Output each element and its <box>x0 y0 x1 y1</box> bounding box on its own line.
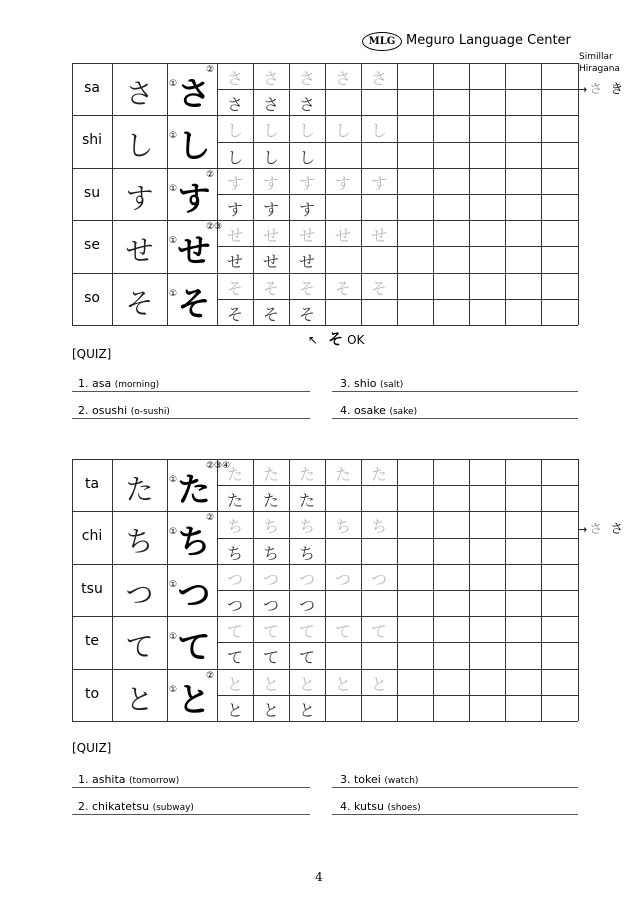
practice-cell[interactable] <box>469 299 505 325</box>
answer-line[interactable] <box>72 418 310 419</box>
quiz-item <box>340 404 417 417</box>
practice-cell[interactable] <box>325 194 361 220</box>
quiz-gloss: (shoes) <box>387 803 421 813</box>
stroke-order-number: ① <box>169 183 178 194</box>
trace-kana: と <box>370 674 387 694</box>
quiz-word: 3. shio <box>340 377 377 390</box>
similar-hiragana-label <box>579 51 620 75</box>
stroke-order-number: ② <box>206 513 215 524</box>
practice-cell[interactable] <box>361 142 397 168</box>
trace-kana: し <box>226 121 243 141</box>
trace-kana: さ <box>226 69 243 88</box>
trace-kana: す <box>226 173 243 193</box>
quiz-gloss: (salt) <box>379 380 404 390</box>
written-kana: と <box>298 700 315 720</box>
so-variant-note <box>308 328 364 349</box>
stroke-order-number: ④ <box>222 461 231 471</box>
similar-row-sa <box>578 78 623 97</box>
trace-kana: と <box>334 674 351 694</box>
practice-cell[interactable] <box>325 695 361 721</box>
practice-cell[interactable] <box>397 142 433 168</box>
stroke-order-number: ③ <box>214 222 223 233</box>
stroke-order-number: ② <box>206 65 215 75</box>
practice-cell[interactable] <box>541 142 577 168</box>
practice-cell[interactable] <box>505 246 541 272</box>
practice-cell[interactable] <box>361 538 397 564</box>
trace-kana: た <box>334 465 351 484</box>
written-kana: せ <box>262 252 279 272</box>
trace-kana: ち <box>226 517 243 537</box>
stroke-order-number: ② <box>206 169 215 180</box>
trace-kana: す <box>370 173 387 193</box>
romaji-label: sa <box>84 80 100 96</box>
practice-cell[interactable] <box>361 695 397 721</box>
practice-cell[interactable] <box>433 89 469 115</box>
trace-kana: せ <box>298 226 315 246</box>
practice-cell[interactable] <box>325 142 361 168</box>
written-kana: そ <box>262 304 279 324</box>
trace-kana: と <box>262 674 279 694</box>
similar-row-chi <box>578 518 623 537</box>
practice-cell[interactable] <box>541 642 577 668</box>
right-arrow-icon: → <box>578 523 588 536</box>
practice-cell[interactable] <box>469 142 505 168</box>
practice-cell[interactable] <box>433 590 469 616</box>
practice-cell[interactable] <box>541 299 577 325</box>
answer-line[interactable] <box>332 814 578 815</box>
written-kana: て <box>298 648 315 668</box>
practice-cell[interactable] <box>541 194 577 220</box>
answer-line[interactable] <box>72 787 310 788</box>
stroke-order-number: ① <box>169 684 178 695</box>
trace-kana: そ <box>334 278 351 298</box>
stroke-order-number: ① <box>169 475 178 485</box>
written-kana: と <box>262 700 279 720</box>
practice-cell[interactable] <box>469 89 505 115</box>
stroke-order-number: ① <box>169 131 178 142</box>
practice-cell[interactable] <box>325 642 361 668</box>
trace-kana: し <box>262 121 279 141</box>
practice-cell[interactable] <box>541 485 577 511</box>
trace-kana: ち <box>334 517 351 537</box>
romaji-label: su <box>83 184 101 201</box>
practice-cell[interactable] <box>397 642 433 668</box>
right-arrow-icon: → <box>578 83 588 96</box>
quiz-item <box>340 800 421 813</box>
similar-label-line1: Simillar <box>579 52 613 62</box>
written-kana: と <box>226 700 243 720</box>
practice-cell[interactable] <box>325 590 361 616</box>
stroke-order-number: ① <box>169 632 178 643</box>
practice-cell[interactable] <box>361 89 397 115</box>
practice-cell[interactable] <box>505 142 541 168</box>
written-kana: す <box>226 200 243 219</box>
trace-kana: つ <box>298 569 315 589</box>
quiz-item <box>340 377 403 390</box>
practice-cell[interactable] <box>433 299 469 325</box>
written-kana: さ <box>262 95 279 115</box>
stroke-order-number: ① <box>169 236 178 247</box>
trace-kana: す <box>334 173 351 193</box>
practice-cell[interactable] <box>469 695 505 721</box>
practice-cell[interactable] <box>541 89 577 115</box>
written-kana: た <box>226 491 243 511</box>
written-kana: つ <box>298 596 315 615</box>
model-kana: せ <box>177 231 211 271</box>
handwritten-kana: せ <box>125 234 154 268</box>
quiz-gloss: (watch) <box>384 776 419 786</box>
school-logo: MLG <box>362 32 402 51</box>
handwritten-kana: ち <box>125 525 154 559</box>
stroke-order-number: ① <box>169 527 178 538</box>
practice-cell[interactable] <box>325 246 361 272</box>
grid-line <box>72 459 578 460</box>
grid-line <box>72 564 578 565</box>
practice-cell[interactable] <box>325 538 361 564</box>
practice-cell[interactable] <box>541 590 577 616</box>
trace-kana: せ <box>226 226 243 246</box>
handwritten-kana: た <box>125 473 154 506</box>
grid-line <box>72 220 578 221</box>
grid-line <box>578 63 579 325</box>
grid-line <box>72 273 578 274</box>
practice-cell[interactable] <box>505 642 541 668</box>
quiz-heading-2: [QUIZ] <box>72 741 112 755</box>
practice-cell[interactable] <box>397 89 433 115</box>
quiz-item <box>78 800 194 813</box>
similar-grey-kana: さ <box>589 522 603 537</box>
practice-cell[interactable] <box>505 695 541 721</box>
page-number: 4 <box>315 870 323 884</box>
practice-cell[interactable] <box>469 538 505 564</box>
practice-cell[interactable] <box>397 590 433 616</box>
quiz-item <box>78 404 170 417</box>
written-kana: つ <box>226 596 243 615</box>
trace-kana: せ <box>262 226 279 246</box>
model-kana: そ <box>177 283 211 323</box>
trace-kana: ち <box>262 517 279 537</box>
grid-line <box>72 511 578 512</box>
school-name: Meguro Language Center <box>406 33 571 48</box>
quiz-item <box>340 773 418 786</box>
written-kana: す <box>298 200 315 219</box>
grid-line <box>167 63 168 325</box>
trace-kana: し <box>334 121 351 141</box>
practice-cell[interactable] <box>505 299 541 325</box>
grid-line <box>72 616 578 617</box>
trace-kana: つ <box>334 569 351 589</box>
answer-line[interactable] <box>332 787 578 788</box>
handwritten-kana: て <box>125 630 154 664</box>
quiz-word: 1. ashita <box>78 773 126 786</box>
practice-cell[interactable] <box>541 538 577 564</box>
quiz-word: 4. kutsu <box>340 800 385 813</box>
trace-kana: た <box>298 465 315 484</box>
practice-cell[interactable] <box>433 485 469 511</box>
written-kana: せ <box>226 252 243 272</box>
trace-kana: て <box>334 622 351 642</box>
romaji-label: ta <box>84 476 100 492</box>
practice-cell[interactable] <box>469 246 505 272</box>
practice-cell[interactable] <box>433 194 469 220</box>
trace-kana: て <box>262 622 279 642</box>
practice-cell[interactable] <box>361 642 397 668</box>
practice-cell[interactable] <box>433 642 469 668</box>
practice-cell[interactable] <box>469 485 505 511</box>
model-kana: て <box>177 627 211 667</box>
trace-kana: と <box>226 674 243 694</box>
model-kana: つ <box>177 574 211 614</box>
model-kana: た <box>177 470 211 509</box>
written-kana: さ <box>226 95 243 115</box>
similar-grey-kana: さ <box>589 82 603 97</box>
quiz-item <box>78 377 159 390</box>
quiz-heading-1: [QUIZ] <box>72 347 112 361</box>
practice-cell[interactable] <box>361 299 397 325</box>
trace-kana: す <box>262 173 279 193</box>
romaji-label: shi <box>81 132 103 149</box>
quiz-word: 2. chikatetsu <box>78 800 150 813</box>
handwritten-kana: す <box>125 181 154 215</box>
answer-line[interactable] <box>332 391 578 392</box>
trace-kana: た <box>226 465 243 484</box>
quiz-item <box>78 773 179 786</box>
practice-cell[interactable] <box>469 642 505 668</box>
practice-cell[interactable] <box>505 485 541 511</box>
trace-kana: て <box>226 622 243 642</box>
up-left-arrow-icon: ↖ <box>308 333 319 347</box>
trace-kana: そ <box>262 278 279 298</box>
practice-cell[interactable] <box>325 485 361 511</box>
written-kana: そ <box>298 304 315 324</box>
quiz-word: 3. tokei <box>340 773 381 786</box>
practice-cell[interactable] <box>361 590 397 616</box>
practice-cell[interactable] <box>469 194 505 220</box>
written-kana: し <box>262 147 279 167</box>
romaji-label: to <box>84 685 100 702</box>
quiz-word: 4. osake <box>340 404 386 417</box>
practice-cell[interactable] <box>433 142 469 168</box>
practice-cell[interactable] <box>361 246 397 272</box>
grid-line <box>72 325 578 326</box>
trace-kana: そ <box>226 278 243 298</box>
note-kana: そ <box>328 330 344 348</box>
quiz-word: 1. asa <box>78 377 112 390</box>
similar-black-kana: さ <box>610 522 624 537</box>
romaji-label: chi <box>81 528 103 545</box>
practice-cell[interactable] <box>325 299 361 325</box>
answer-line[interactable] <box>72 814 310 815</box>
written-kana: さ <box>298 95 315 115</box>
practice-cell[interactable] <box>397 695 433 721</box>
trace-kana: せ <box>370 226 387 246</box>
answer-line[interactable] <box>72 391 310 392</box>
practice-cell[interactable] <box>397 246 433 272</box>
trace-kana: し <box>298 121 315 141</box>
trace-kana: そ <box>298 278 315 298</box>
handwritten-kana: さ <box>125 77 154 110</box>
similar-label-line2: Hiragana <box>579 64 620 74</box>
grid-line <box>72 63 578 64</box>
written-kana: す <box>262 200 279 219</box>
trace-kana: さ <box>334 69 351 88</box>
practice-cell[interactable] <box>325 89 361 115</box>
romaji-label: tsu <box>81 580 103 597</box>
practice-cell[interactable] <box>505 538 541 564</box>
trace-kana: さ <box>370 69 387 88</box>
trace-kana: さ <box>262 69 279 88</box>
written-kana: ち <box>262 543 279 563</box>
trace-kana: つ <box>262 569 279 589</box>
stroke-order-number: ① <box>169 288 178 299</box>
quiz-gloss: (morning) <box>114 380 160 390</box>
trace-kana: つ <box>370 569 387 589</box>
grid-line <box>72 669 578 670</box>
practice-cell[interactable] <box>361 485 397 511</box>
practice-cell[interactable] <box>397 485 433 511</box>
practice-cell[interactable] <box>541 246 577 272</box>
written-kana: せ <box>298 252 315 272</box>
trace-kana: た <box>262 465 279 484</box>
model-kana: さ <box>177 74 211 113</box>
practice-cell[interactable] <box>505 89 541 115</box>
quiz-gloss: (subway) <box>152 803 194 813</box>
grid-line <box>72 115 578 116</box>
written-kana: て <box>226 648 243 668</box>
written-kana: し <box>226 147 243 167</box>
practice-cell[interactable] <box>397 538 433 564</box>
practice-grid-ta-to <box>72 459 578 721</box>
stroke-order-number: ① <box>169 79 178 89</box>
written-kana: て <box>262 648 279 668</box>
written-kana: た <box>262 491 279 511</box>
practice-cell[interactable] <box>541 695 577 721</box>
handwritten-kana: し <box>125 129 154 163</box>
grid-line <box>578 459 579 721</box>
trace-kana: ち <box>298 517 315 537</box>
practice-cell[interactable] <box>433 246 469 272</box>
trace-kana: さ <box>298 69 315 88</box>
grid-line <box>72 168 578 169</box>
practice-grid-sa-so <box>72 63 578 325</box>
written-kana: ち <box>298 543 315 563</box>
practice-cell[interactable] <box>505 194 541 220</box>
romaji-label: so <box>84 289 100 306</box>
quiz-gloss: (tomorrow) <box>129 776 180 786</box>
stroke-order-number: ③ <box>214 461 223 471</box>
practice-cell[interactable] <box>397 194 433 220</box>
stroke-order-number: ① <box>169 579 178 590</box>
written-kana: た <box>298 491 315 511</box>
stroke-order-number: ② <box>206 670 215 681</box>
similar-black-kana: き <box>610 82 624 97</box>
trace-kana: そ <box>370 278 387 298</box>
handwritten-kana: つ <box>125 577 154 611</box>
trace-kana: た <box>370 465 387 484</box>
written-kana: し <box>298 147 315 167</box>
trace-kana: て <box>298 622 315 642</box>
model-kana: ち <box>177 522 211 562</box>
trace-kana: す <box>298 173 315 193</box>
practice-cell[interactable] <box>469 590 505 616</box>
trace-kana: ち <box>370 517 387 537</box>
trace-kana: せ <box>334 226 351 246</box>
practice-cell[interactable] <box>361 194 397 220</box>
quiz-word: 2. osushi <box>78 404 128 417</box>
quiz-gloss: (o-sushi) <box>130 407 170 417</box>
practice-cell[interactable] <box>433 695 469 721</box>
trace-kana: つ <box>226 569 243 589</box>
written-kana: そ <box>226 304 243 324</box>
handwritten-kana: そ <box>125 286 154 320</box>
written-kana: つ <box>262 596 279 615</box>
romaji-label: te <box>84 633 100 650</box>
practice-cell[interactable] <box>505 590 541 616</box>
practice-cell[interactable] <box>433 538 469 564</box>
written-kana: ち <box>226 543 243 563</box>
trace-kana: と <box>298 674 315 694</box>
trace-kana: し <box>370 121 387 141</box>
handwritten-kana: と <box>125 682 154 716</box>
model-kana: と <box>177 679 211 719</box>
answer-line[interactable] <box>332 418 578 419</box>
romaji-label: se <box>84 237 100 254</box>
grid-line <box>72 721 578 722</box>
trace-kana: て <box>370 622 387 642</box>
note-text: OK <box>347 333 365 347</box>
stroke-order-number: ② <box>206 222 215 233</box>
grid-line <box>167 459 168 721</box>
stroke-order-number: ② <box>206 461 215 471</box>
practice-cell[interactable] <box>397 299 433 325</box>
model-kana: す <box>177 178 211 218</box>
quiz-gloss: (sake) <box>389 407 418 417</box>
model-kana: し <box>177 126 211 166</box>
